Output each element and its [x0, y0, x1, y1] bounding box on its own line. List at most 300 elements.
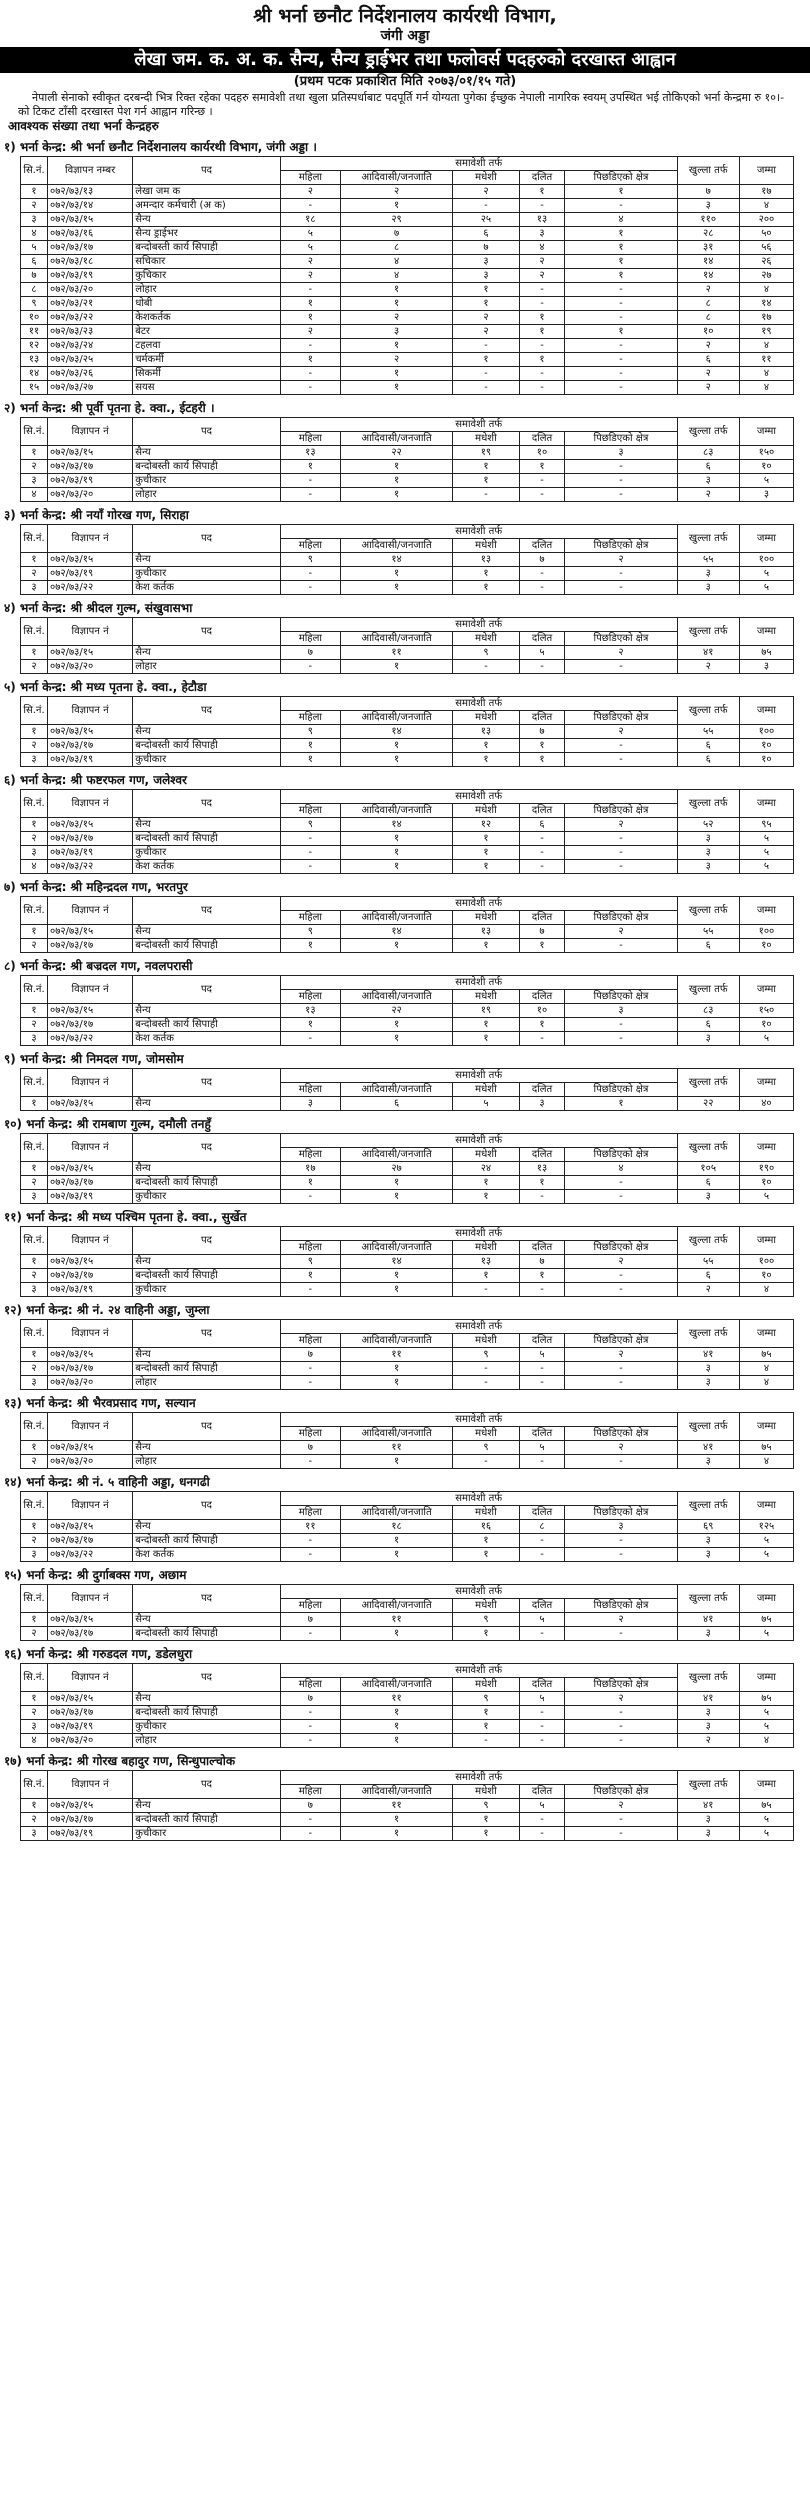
cell-adv-no: ०७२/७३/२७	[48, 381, 133, 395]
table-row	[21, 1376, 794, 1390]
cell-post: बेटर	[133, 325, 281, 339]
cell-sn: १	[21, 185, 48, 199]
cell-total: १०	[739, 460, 793, 474]
cell-open: ६९	[677, 1520, 739, 1534]
col-header-adv: विज्ञापन नं	[48, 1069, 133, 1097]
cell-post: बन्दोबस्ती कार्य सिपाही	[133, 1362, 281, 1376]
cell-female: १	[280, 353, 340, 367]
col-header-inclusive: समावेशी तर्फ	[280, 1664, 677, 1678]
col-header-open: खुल्ला तर्फ	[677, 976, 739, 1004]
cell-madhesi: १	[453, 474, 519, 488]
col-header-post: पद	[133, 1069, 281, 1097]
cell-sn: २	[21, 1362, 48, 1376]
cell-total: १७	[739, 185, 793, 199]
center-heading: १३) भर्ना केन्द्र: श्री भैरवप्रसाद गण, सल्यान	[4, 1396, 196, 1410]
cell-open: ६	[677, 739, 739, 753]
col-header-madhesi: मधेशी	[453, 1678, 519, 1692]
cell-open: ३	[677, 567, 739, 581]
cell-janajati: १४	[340, 1255, 452, 1269]
cell-female: ९	[280, 925, 340, 939]
col-header-female: महिला	[280, 1785, 340, 1799]
cell-madhesi: -	[453, 1734, 519, 1748]
center-section	[0, 678, 810, 767]
col-header-madhesi: मधेशी	[453, 632, 519, 646]
cell-backward: -	[565, 339, 677, 353]
cell-total: ४	[739, 1455, 793, 1469]
table-row	[21, 367, 794, 381]
cell-madhesi: १३	[453, 725, 519, 739]
table-row	[21, 739, 794, 753]
col-header-inclusive: समावेशी तर्फ	[280, 525, 677, 539]
col-header-adv: विज्ञापन नं	[48, 1664, 133, 1692]
cell-dalit: ५	[519, 1692, 565, 1706]
col-header-female: महिला	[280, 1506, 340, 1520]
cell-female: -	[280, 199, 340, 213]
cell-janajati: १	[340, 1706, 452, 1720]
cell-madhesi: १	[453, 1534, 519, 1548]
col-header-backward: पिछडिएको क्षेत्र	[565, 1427, 677, 1441]
col-header-female: महिला	[280, 1241, 340, 1255]
cell-adv-no: ०७२/७३/१५	[48, 213, 133, 227]
recruitment-table	[20, 975, 794, 1046]
cell-total: ७५	[739, 1692, 793, 1706]
col-header-sn: सि.नं.	[21, 1664, 48, 1692]
cell-adv-no: ०७२/७३/१५	[48, 818, 133, 832]
cell-female: १	[280, 1176, 340, 1190]
cell-janajati: १	[340, 1534, 452, 1548]
cell-sn: २	[21, 1176, 48, 1190]
cell-total: १४	[739, 297, 793, 311]
col-header-janajati: आदिवासी/जनजाति	[340, 171, 452, 185]
col-header-female: महिला	[280, 1083, 340, 1097]
cell-female: -	[280, 567, 340, 581]
cell-backward: -	[565, 567, 677, 581]
col-header-dalit: दलित	[519, 632, 565, 646]
col-header-backward: पिछडिएको क्षेत्र	[565, 711, 677, 725]
cell-adv-no: ०७२/७३/१६	[48, 227, 133, 241]
cell-female: -	[280, 1362, 340, 1376]
cell-total: ४	[739, 1283, 793, 1297]
cell-post: सैन्य	[133, 1348, 281, 1362]
cell-post: कुचिकार	[133, 269, 281, 283]
section-subheading: आवश्यक संख्या तथा भर्ना केन्द्रहरु	[8, 119, 159, 133]
center-heading: ९) भर्ना केन्द्र: श्री निमदल गण, जोमसोम	[4, 1052, 184, 1066]
cell-female: -	[280, 1734, 340, 1748]
recruitment-table	[20, 1133, 794, 1204]
col-header-madhesi: मधेशी	[453, 1148, 519, 1162]
table-row	[21, 725, 794, 739]
cell-adv-no: ०७२/७३/१५	[48, 1692, 133, 1706]
cell-dalit: १	[519, 1176, 565, 1190]
cell-janajati: १	[340, 860, 452, 874]
cell-dalit: -	[519, 567, 565, 581]
cell-open: ३	[677, 1190, 739, 1204]
cell-female: २	[280, 255, 340, 269]
table-row	[21, 1362, 794, 1376]
table-row	[21, 283, 794, 297]
cell-adv-no: ०७२/७३/१५	[48, 1348, 133, 1362]
cell-sn: २	[21, 660, 48, 674]
cell-dalit: १	[519, 311, 565, 325]
table-row	[21, 311, 794, 325]
cell-open: ३	[677, 846, 739, 860]
cell-madhesi: ७	[453, 241, 519, 255]
cell-open: २	[677, 367, 739, 381]
recruitment-table	[20, 1412, 794, 1469]
cell-total: ७५	[739, 1441, 793, 1455]
cell-total: ५	[739, 1534, 793, 1548]
col-header-inclusive: समावेशी तर्फ	[280, 618, 677, 632]
cell-sn: १	[21, 1004, 48, 1018]
col-header-open: खुल्ला तर्फ	[677, 1771, 739, 1799]
cell-backward: -	[565, 1627, 677, 1641]
col-header-backward: पिछडिएको क्षेत्र	[565, 1148, 677, 1162]
cell-sn: १	[21, 1348, 48, 1362]
col-header-total: जम्मा	[739, 618, 793, 646]
cell-janajati: ४	[340, 255, 452, 269]
col-header-female: महिला	[280, 1678, 340, 1692]
cell-sn: २	[21, 460, 48, 474]
cell-female: ९	[280, 818, 340, 832]
col-header-sn: सि.नं.	[21, 1227, 48, 1255]
cell-janajati: २२	[340, 1004, 452, 1018]
col-header-inclusive: समावेशी तर्फ	[280, 897, 677, 911]
recruitment-table	[20, 696, 794, 767]
col-header-sn: सि.नं.	[21, 1413, 48, 1441]
cell-backward: -	[565, 1190, 677, 1204]
cell-post: लेखा जम क	[133, 185, 281, 199]
col-header-total: जम्मा	[739, 157, 793, 185]
cell-open: ३	[677, 1548, 739, 1562]
cell-madhesi: १३	[453, 553, 519, 567]
col-header-adv: विज्ञापन नं	[48, 976, 133, 1004]
cell-sn: ३	[21, 474, 48, 488]
cell-total: ९५	[739, 818, 793, 832]
cell-madhesi: ९	[453, 1348, 519, 1362]
cell-backward: १	[565, 241, 677, 255]
cell-open: ३	[677, 1627, 739, 1641]
col-header-sn: सि.नं.	[21, 697, 48, 725]
cell-dalit: -	[519, 1376, 565, 1390]
cell-sn: २	[21, 939, 48, 953]
center-heading: ११) भर्ना केन्द्र: श्री मध्य पश्चिम पृतना हे. क्वा., सुर्खेत	[4, 1210, 247, 1224]
cell-madhesi: २४	[453, 1162, 519, 1176]
cell-female: १	[280, 460, 340, 474]
col-header-janajati: आदिवासी/जनजाति	[340, 1785, 452, 1799]
cell-dalit: ७	[519, 1255, 565, 1269]
cell-adv-no: ०७२/७३/१५	[48, 925, 133, 939]
cell-backward: २	[565, 1255, 677, 1269]
cell-dalit: -	[519, 846, 565, 860]
cell-post: बन्दोबस्ती कार्य सिपाही	[133, 460, 281, 474]
cell-sn: १	[21, 1162, 48, 1176]
col-header-dalit: दलित	[519, 1678, 565, 1692]
cell-adv-no: ०७२/७३/१७	[48, 739, 133, 753]
recruitment-table	[20, 896, 794, 953]
col-header-post: पद	[133, 525, 281, 553]
cell-post: केश कर्तक	[133, 1548, 281, 1562]
cell-janajati: २	[340, 353, 452, 367]
cell-backward: -	[565, 1362, 677, 1376]
cell-madhesi: १९	[453, 1004, 519, 1018]
cell-janajati: १	[340, 1283, 452, 1297]
cell-female: ५	[280, 227, 340, 241]
cell-female: -	[280, 339, 340, 353]
cell-dalit: -	[519, 1813, 565, 1827]
cell-backward: -	[565, 1827, 677, 1841]
cell-janajati: १	[340, 1455, 452, 1469]
cell-backward: -	[565, 1176, 677, 1190]
center-heading: ७) भर्ना केन्द्र: श्री महिन्द्रदल गण, भरतपुर	[4, 880, 188, 894]
cell-dalit: -	[519, 1734, 565, 1748]
cell-open: ६	[677, 1176, 739, 1190]
cell-madhesi: ९	[453, 1613, 519, 1627]
cell-adv-no: ०७२/७३/२०	[48, 1455, 133, 1469]
cell-sn: ९	[21, 297, 48, 311]
col-header-total: जम्मा	[739, 1585, 793, 1613]
cell-female: -	[280, 1827, 340, 1841]
col-header-dalit: दलित	[519, 1334, 565, 1348]
cell-total: ५	[739, 474, 793, 488]
cell-post: लोहार	[133, 1455, 281, 1469]
cell-sn: १	[21, 553, 48, 567]
cell-open: ४१	[677, 1348, 739, 1362]
cell-dalit: १०	[519, 1004, 565, 1018]
col-header-female: महिला	[280, 1599, 340, 1613]
cell-backward: -	[565, 199, 677, 213]
cell-janajati: १	[340, 1362, 452, 1376]
cell-backward: १	[565, 227, 677, 241]
cell-sn: १	[21, 446, 48, 460]
cell-female: -	[280, 1534, 340, 1548]
col-header-open: खुल्ला तर्फ	[677, 157, 739, 185]
cell-female: १	[280, 753, 340, 767]
cell-dalit: २	[519, 269, 565, 283]
cell-madhesi: १	[453, 353, 519, 367]
col-header-total: जम्मा	[739, 976, 793, 1004]
cell-dalit: १३	[519, 213, 565, 227]
cell-madhesi: ६	[453, 227, 519, 241]
cell-female: -	[280, 832, 340, 846]
cell-female: -	[280, 1627, 340, 1641]
cell-sn: ८	[21, 283, 48, 297]
cell-dalit: ७	[519, 553, 565, 567]
cell-post: सैन्य	[133, 446, 281, 460]
cell-total: ५	[739, 567, 793, 581]
cell-open: ३	[677, 1032, 739, 1046]
cell-open: २	[677, 283, 739, 297]
cell-madhesi: १६	[453, 1520, 519, 1534]
cell-total: २००	[739, 213, 793, 227]
col-header-total: जम्मा	[739, 1069, 793, 1097]
col-header-post: पद	[133, 1134, 281, 1162]
cell-post: टहलवा	[133, 339, 281, 353]
col-header-sn: सि.नं.	[21, 1585, 48, 1613]
table-row	[21, 1613, 794, 1627]
cell-post: कुचीकार	[133, 1827, 281, 1841]
cell-post: कुचीकार	[133, 846, 281, 860]
table-row	[21, 1283, 794, 1297]
cell-open: ५५	[677, 725, 739, 739]
col-header-open: खुल्ला तर्फ	[677, 1413, 739, 1441]
cell-madhesi: २	[453, 185, 519, 199]
cell-janajati: १	[340, 283, 452, 297]
cell-adv-no: ०७२/७३/२२	[48, 860, 133, 874]
cell-janajati: १	[340, 832, 452, 846]
cell-madhesi: १	[453, 1827, 519, 1841]
cell-adv-no: ०७२/७३/१७	[48, 460, 133, 474]
table-row	[21, 1799, 794, 1813]
cell-sn: १	[21, 1692, 48, 1706]
col-header-dalit: दलित	[519, 1083, 565, 1097]
cell-open: १४	[677, 269, 739, 283]
table-row	[21, 1190, 794, 1204]
cell-madhesi: -	[453, 367, 519, 381]
col-header-janajati: आदिवासी/जनजाति	[340, 539, 452, 553]
cell-female: १८	[280, 213, 340, 227]
cell-adv-no: ०७२/७३/१७	[48, 241, 133, 255]
cell-madhesi: १	[453, 1269, 519, 1283]
col-header-total: जम्मा	[739, 897, 793, 925]
col-header-madhesi: मधेशी	[453, 990, 519, 1004]
table-row	[21, 227, 794, 241]
cell-total: १२५	[739, 1520, 793, 1534]
col-header-female: महिला	[280, 171, 340, 185]
col-header-sn: सि.नं.	[21, 897, 48, 925]
cell-janajati: १	[340, 1269, 452, 1283]
cell-janajati: १८	[340, 1520, 452, 1534]
col-header-janajati: आदिवासी/जनजाति	[340, 432, 452, 446]
cell-open: २	[677, 1283, 739, 1297]
col-header-adv: विज्ञापन नं	[48, 1134, 133, 1162]
cell-janajati: १	[340, 1376, 452, 1390]
cell-adv-no: ०७२/७३/१७	[48, 1269, 133, 1283]
col-header-open: खुल्ला तर्फ	[677, 1227, 739, 1255]
cell-adv-no: ०७२/७३/१९	[48, 1283, 133, 1297]
cell-post: बन्दोबस्ती कार्य सिपाही	[133, 1534, 281, 1548]
cell-adv-no: ०७२/७३/२५	[48, 353, 133, 367]
cell-janajati: २७	[340, 1162, 452, 1176]
cell-sn: १	[21, 925, 48, 939]
cell-post: सैन्य	[133, 213, 281, 227]
cell-adv-no: ०७२/७३/२०	[48, 283, 133, 297]
col-header-madhesi: मधेशी	[453, 171, 519, 185]
cell-total: ५	[739, 1706, 793, 1720]
recruitment-table	[20, 1319, 794, 1390]
cell-janajati: १४	[340, 553, 452, 567]
cell-backward: २	[565, 1348, 677, 1362]
cell-janajati: ११	[340, 1692, 452, 1706]
cell-female: -	[280, 1706, 340, 1720]
col-header-post: पद	[133, 1771, 281, 1799]
table-row	[21, 1520, 794, 1534]
cell-janajati: १	[340, 1827, 452, 1841]
cell-sn: २	[21, 1813, 48, 1827]
cell-madhesi: -	[453, 1362, 519, 1376]
cell-adv-no: ०७२/७३/१७	[48, 1018, 133, 1032]
col-header-adv: विज्ञापन नं	[48, 1227, 133, 1255]
cell-janajati: १	[340, 474, 452, 488]
col-header-inclusive: समावेशी तर्फ	[280, 1413, 677, 1427]
table-row	[21, 1348, 794, 1362]
cell-female: ७	[280, 1613, 340, 1627]
cell-open: ३	[677, 1534, 739, 1548]
col-header-adv: विज्ञापन नं	[48, 418, 133, 446]
cell-janajati: १४	[340, 925, 452, 939]
cell-female: -	[280, 283, 340, 297]
center-heading: ३) भर्ना केन्द्र: श्री नयाँ गोरख गण, सिराहा	[4, 508, 189, 522]
cell-janajati: १	[340, 1176, 452, 1190]
cell-total: १०	[739, 753, 793, 767]
cell-post: बन्दोबस्ती कार्य सिपाही	[133, 939, 281, 953]
cell-backward: -	[565, 832, 677, 846]
col-header-open: खुल्ला तर्फ	[677, 697, 739, 725]
cell-dalit: -	[519, 1827, 565, 1841]
col-header-adv: विज्ञापन नं	[48, 525, 133, 553]
cell-post: सैन्य	[133, 1692, 281, 1706]
cell-janajati: ११	[340, 646, 452, 660]
table-row	[21, 255, 794, 269]
cell-female: -	[280, 367, 340, 381]
col-header-dalit: दलित	[519, 804, 565, 818]
col-header-janajati: आदिवासी/जनजाति	[340, 804, 452, 818]
col-header-dalit: दलित	[519, 1599, 565, 1613]
col-header-backward: पिछडिएको क्षेत्र	[565, 911, 677, 925]
cell-female: -	[280, 381, 340, 395]
col-header-adv: विज्ञापन नं	[48, 1585, 133, 1613]
cell-sn: १	[21, 818, 48, 832]
col-header-dalit: दलित	[519, 432, 565, 446]
col-header-female: महिला	[280, 632, 340, 646]
cell-backward: ४	[565, 1162, 677, 1176]
cell-dalit: -	[519, 283, 565, 297]
col-header-madhesi: मधेशी	[453, 1334, 519, 1348]
col-header-post: पद	[133, 618, 281, 646]
cell-total: ५	[739, 860, 793, 874]
col-header-sn: सि.नं.	[21, 790, 48, 818]
cell-backward: २	[565, 1692, 677, 1706]
cell-backward: ३	[565, 1520, 677, 1534]
table-row	[21, 1255, 794, 1269]
cell-total: १०	[739, 1269, 793, 1283]
col-header-sn: सि.नं.	[21, 618, 48, 646]
col-header-post: पद	[133, 897, 281, 925]
cell-total: ४०	[739, 1097, 793, 1111]
cell-post: बन्दोबस्ती कार्य सिपाही	[133, 739, 281, 753]
col-header-female: महिला	[280, 1427, 340, 1441]
cell-janajati: २	[340, 311, 452, 325]
table-row	[21, 925, 794, 939]
cell-total: १०	[739, 939, 793, 953]
cell-open: ३	[677, 581, 739, 595]
col-header-post: पद	[133, 976, 281, 1004]
center-section	[0, 1752, 810, 1841]
cell-total: १०	[739, 739, 793, 753]
cell-backward: २	[565, 925, 677, 939]
cell-post: कुचीकार	[133, 474, 281, 488]
table-row	[21, 339, 794, 353]
recruitment-table	[20, 1068, 794, 1111]
cell-post: लोहार	[133, 488, 281, 502]
cell-post: बन्दोबस्ती कार्य सिपाही	[133, 1706, 281, 1720]
cell-total: १००	[739, 553, 793, 567]
cell-backward: -	[565, 1534, 677, 1548]
cell-post: सैन्य	[133, 553, 281, 567]
cell-total: ७५	[739, 1613, 793, 1627]
cell-madhesi: १	[453, 753, 519, 767]
cell-open: ४१	[677, 1799, 739, 1813]
cell-post: केश कर्तक	[133, 581, 281, 595]
